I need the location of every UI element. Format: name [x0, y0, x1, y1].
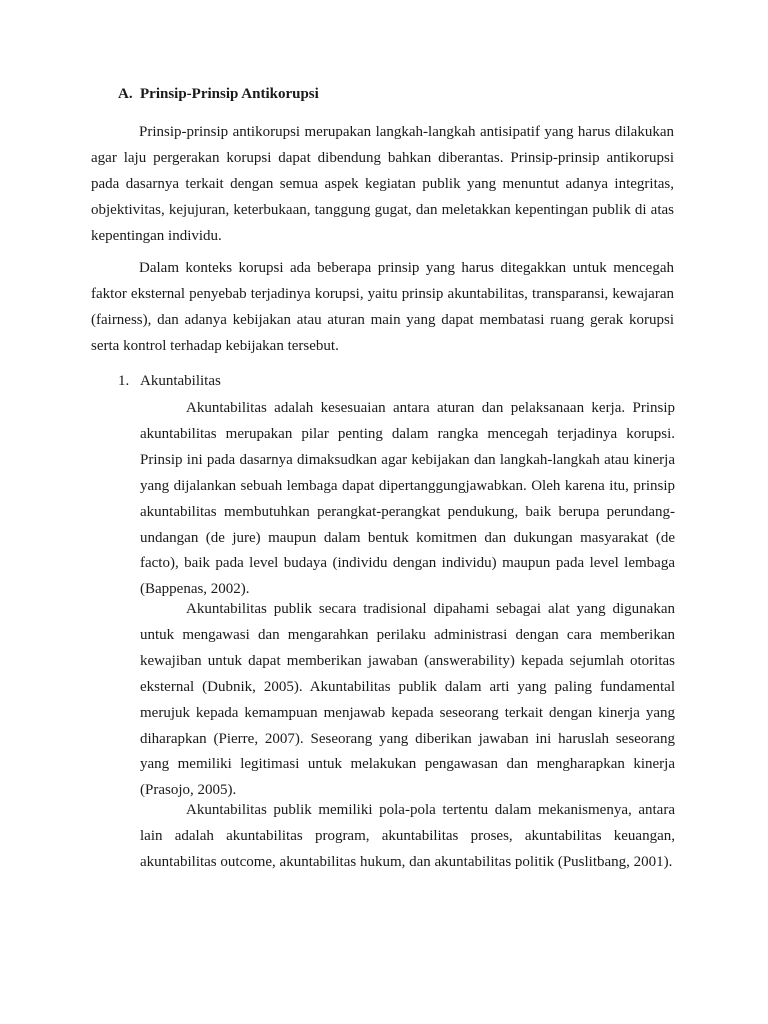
intro-paragraph-1: Prinsip-prinsip antikorupsi merupakan langkah-langkah antisipatif yang harus dilakukan agar laju pergerakan korupsi dapat dibendung bahkan diberantas. Prinsip-prinsip antikorupsi pada dasarnya terkait dengan semua aspek kegiatan publik yang menuntut adanya integritas, objektivitas, kejujuran, keterbukaan, tanggung gugat, dan meletakkan kepentingan publik di atas kepentingan individu.	[91, 124, 674, 244]
subsection-paragraph-2: Akuntabilitas publik secara tradisional dipahami sebagai alat yang digunakan untuk mengawasi dan mengarahkan perilaku administrasi dengan cara memberikan kewajiban untuk dapat memberikan jawaban (answerability) kepada sejumlah otoritas eksternal (Dubnik, 2005). Akuntabilitas publik dalam arti yang paling fundamental merujuk kepada kemampuan menjawab kepada seseorang terkait dengan kinerja yang diharapkan (Pierre, 2007). Seseorang yang diberikan jawaban ini haruslah seseorang yang memiliki legitimasi untuk melakukan pengawasan dan mengharapkan kinerja (Prasojo, 2005).	[140, 601, 675, 799]
section-title: Prinsip-Prinsip Antikorupsi	[140, 86, 319, 102]
intro-paragraph-2: Dalam konteks korupsi ada beberapa prinsip yang harus ditegakkan untuk mencegah faktor eksternal penyebab terjadinya korupsi, yaitu prinsip akuntabilitas, transparansi, kewajaran (fairness), dan adanya kebijakan atau aturan main yang dapat membatasi ruang gerak korupsi serta kontrol terhadap kebijakan tersebut.	[91, 260, 674, 354]
subsection-heading	[118, 373, 221, 390]
subsection-paragraph-3: Akuntabilitas publik memiliki pola-pola tertentu dalam mekanismenya, antara lain adalah akuntabilitas program, akuntabilitas proses, akuntabilitas keuangan, akuntabilitas outcome, akuntabilitas hukum, dan akuntabilitas politik (Puslitbang, 2001).	[140, 802, 675, 870]
section-heading	[118, 86, 319, 103]
subsection-paragraph-1: Akuntabilitas adalah kesesuaian antara aturan dan pelaksanaan kerja. Prinsip akuntabilitas merupakan pilar penting dalam rangka mencegah terjadinya korupsi. Prinsip ini pada dasarnya dimaksudkan agar kebijakan dan langkah-langkah atau kinerja yang dijalankan sebuah lembaga dapat dipertanggungjawabkan. Oleh karena itu, prinsip akuntabilitas membutuhkan perangkat-perangkat pendukung, baik berupa perundang-undangan (de jure) maupun dalam bentuk komitmen dan dukungan masyarakat (de facto), baik pada level budaya (individu dengan individu) maupun pada level lembaga (Bappenas, 2002).	[140, 400, 675, 598]
subsection-title: Akuntabilitas	[140, 373, 221, 389]
section-letter: A.	[118, 86, 133, 102]
subsection-number: 1.	[118, 373, 130, 389]
